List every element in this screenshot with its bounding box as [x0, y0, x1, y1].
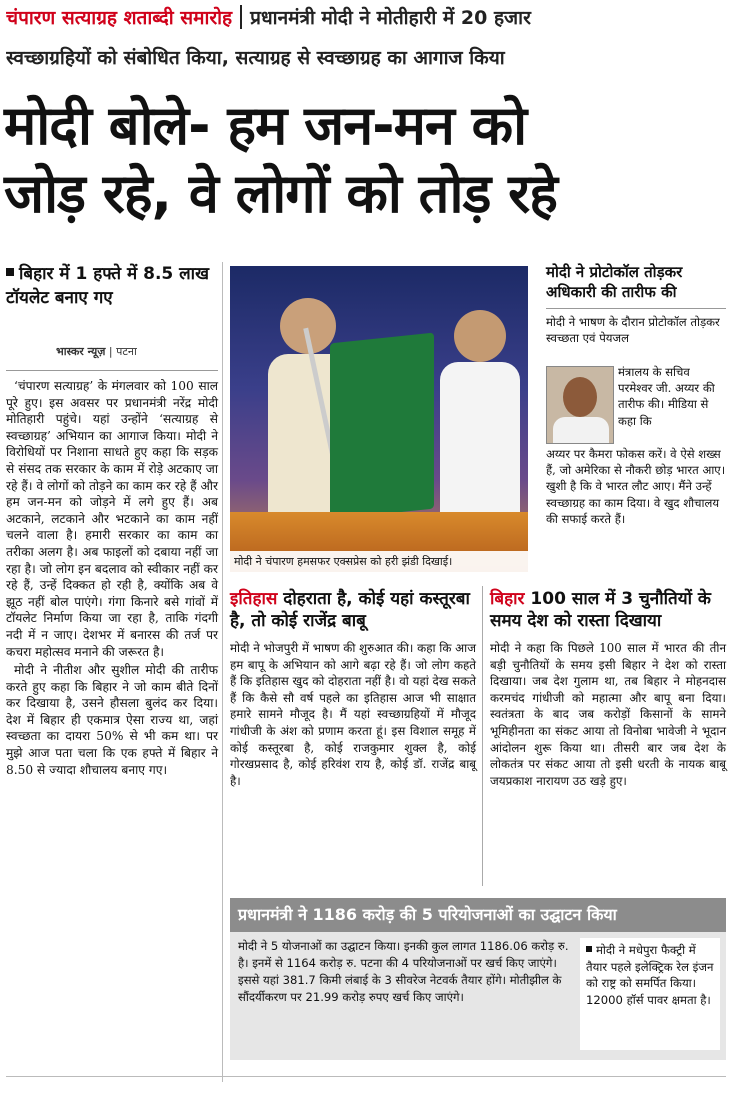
projects-panel-title: प्रधानमंत्री ने 1186 करोड़ की 5 परियोजनाओं का उद्घाटन किया	[230, 898, 726, 932]
sidebar-heading: मोदी ने प्रोटोकॉल तोड़कर अधिकारी की तारीफ की	[546, 263, 683, 301]
byline: भास्कर न्यूज़ | पटना	[56, 345, 137, 358]
headline-line-2: जोड़ रहे, वे लोगों को तोड़ रहे	[4, 162, 557, 225]
byline-place: पटना	[116, 345, 137, 358]
engine-note-box	[580, 938, 720, 1050]
main-headline	[4, 92, 728, 228]
engine-note-text: मोदी ने मधेपुरा फैक्ट्री में तैयार पहले इलेक्ट्रिक रेल इंजन को राष्ट्र को समर्पित किया। 12000 हॉर्स पावर क्षमता है।	[586, 943, 714, 1007]
kicker-line	[6, 4, 726, 40]
kicker-text-1: प्रधानमंत्री मोदी ने मोतीहारी में 20 हजार	[250, 7, 531, 29]
portrait-head	[563, 377, 597, 417]
photo-caption: मोदी ने चंपारण हमसफर एक्सप्रेस को हरी झंडी दिखाई।	[230, 551, 528, 572]
kicker-divider	[240, 5, 242, 29]
story-divider	[482, 586, 483, 886]
history-story-body: मोदी ने भोजपुरी में भाषण की शुरुआत की। कहा कि आज हम बापू के अभियान को आगे बढ़ा रहे हैं। जो लोग कहते हैं कि इतिहास खुद को दोहराता नहीं है। वो यहां देख सकते हैं कि कैसे सौ वर्ष पहले का इतिहास आज भी साक्षात हमारे सामने मौजूद है। मैं यहां स्वच्छाग्रहियों में मौजूद गांधीजी के अंश को प्रणाम करता हूं। इस विशाल समूह में कोई कस्तूरबा है, कोई राजकुमार शुक्ल है, कोई गोरखप्रसाद है, कोई हरिवंश राय है, कोई डॉ. राजेंद्र बाबू है।	[230, 641, 476, 788]
section-label: चंपारण सत्याग्रह शताब्दी समारोह	[6, 7, 233, 29]
bihar-story-body: मोदी ने कहा कि पिछले 100 साल में भारत की तीन बड़ी चुनौतियों के समय इसी बिहार ने देश को रास्ता दिखाया। जब देश गुलाम था, तब बिहार ने मोहनदास करमचंद गांधीजी को महात्मा और बापू बना दिया। स्वतंत्रता के बाद जब करोड़ों किसानों के सामने भूमिहीनता का संकट आया तो विनोबा भावेजी ने भूदान आंदोलन शुरू किया था। तीसरी बार जब देश के लोकतंत्र पर संकट आया तो इसी धरती के नायक बाबू जयप्रकाश नारायण उठ खड़े हुए।	[490, 641, 726, 788]
column-divider	[222, 262, 223, 1082]
official-portrait	[546, 366, 614, 444]
bihar-tag: बिहार	[490, 589, 525, 609]
sidebar-text-1: मोदी ने भाषण के दौरान प्रोटोकॉल तोड़कर स्वच्छता एवं पेयजल	[546, 315, 720, 346]
sidebar-divider	[546, 308, 726, 309]
byline-source: भास्कर न्यूज़	[56, 345, 106, 358]
bullet-square-icon-2	[586, 946, 592, 952]
page-bottom-rule	[6, 1076, 726, 1077]
sidebar-text-3: अय्यर पर कैमरा फोकस करें। वे ऐसे शख्स हैं, जो अमेरिका से नौकरी छोड़ भारत आए। खुशी है कि वे भारत लौट आए। मैंने उन्हें स्वच्छाग्रह का काम दिया। वे खुद शौचालय की सफाई करते हैं।	[546, 447, 726, 526]
left-paragraph-2: मोदी ने नीतीश और सुशील मोदी की तारीफ करते हुए कहा कि बिहार ने जो काम बीते दिनों कर दिखाया है, उसने हौसला बुलंद कर दिया। देश में बिहार ही एकमात्र ऐसा राज्य था, जहां स्वच्छता का दायरा 50% से भी कम था। पर मुझे आज पता चला कि एक हफ्ते में बिहार ने 8.50 से ज्यादा शौचालय बनाए गए।	[6, 663, 218, 777]
bullet-square-icon	[6, 268, 14, 276]
kicker-text-2: स्वच्छाग्रहियों को संबोधित किया, सत्याग्रह से स्वच्छाग्रह का आगाज किया	[6, 47, 505, 69]
news-photo	[230, 266, 528, 572]
history-story-heading: इतिहास दोहराता है, कोई यहां कस्तूरबा है, तो कोई राजेंद्र बाबू	[230, 589, 470, 631]
history-tag: इतिहास	[230, 589, 278, 609]
portrait-shirt	[553, 417, 609, 444]
headline-line-1: मोदी बोले- हम जन-मन को	[4, 94, 527, 157]
left-paragraph-1: ‘चंपारण सत्याग्रह’ के मंगलवार को 100 साल पूरे हुए। इस अवसर पर प्रधानमंत्री नरेंद्र मोदी मोतिहारी पहुंचे। यहां उन्होंने ‘सत्याग्रह से स्वच्छाग्रह’ अभियान का आगाज किया। मोदी ने विरोधियों पर निशाना साधते हुए कहा कि सड़क से संसद तक सरकार के काम में रोड़े अटकाए जा रहे हैं। वे लोगों को तोड़ने का काम कर रहे हैं और हम जन-मन को जोड़ने में लगे हुए हैं। अब अटकाने, लटकाने और भटकाने का काम नहीं चलने वाला है। हमारी सरकार का काम का तरीका अलग है। अब फाइलों को दबाया नहीं जा रहा है। जो लोग इन बदलाव को स्वीकार नहीं कर रहे हैं, उन्हें दिक्कत हो रही है, क्योंकि अब वे झूठ नहीं बोल पाएंगे। गंगा किनारे बसे गांवों में टॉयलेट निर्माण किया जा रहा है, ताकि गंदगी नदी में न जाए। देशभर में बनारस की तर्ज पर कचरा महोत्सव मनाने की जरूरत है।	[6, 379, 218, 659]
projects-panel-body: मोदी ने 5 योजनाओं का उद्घाटन किया। इनकी कुल लागत 1186.06 करोड़ रु. है। इनमें से 1164 करोड़ रु. पटना की 4 परियोजनाओं पर खर्च किए जाएंगे। इससे यहां 381.7 किमी लंबाई के 3 सीवरेज नेटवर्क तैयार होंगे। मोतीझील के सौंदर्यीकरण पर 21.99 करोड़ रुपए खर्च किए जाएंगे।	[238, 939, 569, 1004]
green-flag	[330, 333, 434, 520]
sidebar-text-2: मंत्रालय के सचिव परमेश्वर जी. अय्यर की तारीफ की। मीडिया से कहा कि	[618, 365, 715, 428]
bihar-story-heading: बिहार 100 साल में 3 चुनौतियों के समय देश को रास्ता दिखाया	[490, 589, 711, 631]
left-divider	[6, 370, 218, 371]
left-article-body	[6, 378, 218, 780]
left-subhead: बिहार में 1 हफ्ते में 8.5 लाख टॉयलेट बनाए गए	[6, 264, 209, 308]
